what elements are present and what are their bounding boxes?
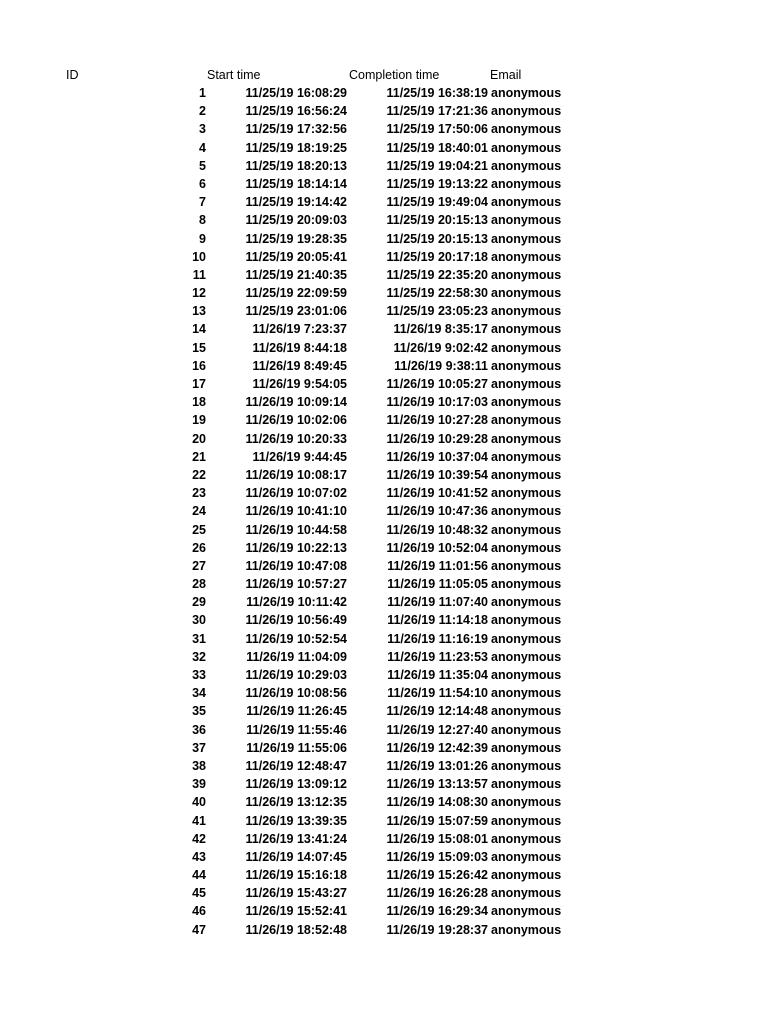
cell-email: anonymous (491, 104, 562, 119)
cell-completion-time: 11/26/19 14:08:30 (386, 795, 488, 810)
cell-completion-time: 11/26/19 15:09:03 (386, 849, 488, 864)
cell-completion-time: 11/26/19 11:14:18 (387, 613, 488, 628)
cell-id: 47 (192, 922, 206, 937)
cell-id: 13 (192, 304, 206, 319)
table-row (0, 557, 768, 575)
table-row (0, 611, 768, 629)
table-row (0, 648, 768, 666)
cell-id: 36 (192, 722, 206, 737)
cell-completion-time: 11/25/19 17:21:36 (386, 104, 488, 119)
cell-start-time: 11/26/19 10:08:17 (245, 467, 347, 482)
cell-email: anonymous (491, 504, 562, 519)
cell-id: 14 (192, 322, 206, 337)
cell-id: 19 (192, 413, 206, 428)
cell-email: anonymous (491, 886, 562, 901)
cell-email: anonymous (491, 158, 562, 173)
cell-email: anonymous (491, 377, 562, 391)
cell-completion-time: 11/26/19 10:39:54 (386, 467, 488, 482)
cell-id: 46 (192, 904, 206, 919)
cell-id: 7 (199, 195, 206, 210)
cell-email: anonymous (491, 431, 562, 446)
cell-completion-time: 11/26/19 11:01:56 (387, 558, 488, 573)
cell-email: anonymous (491, 449, 562, 464)
cell-id: 26 (192, 540, 206, 555)
cell-email: anonymous (491, 649, 562, 664)
table-row (0, 502, 768, 520)
cell-start-time: 11/25/19 18:19:25 (245, 140, 347, 155)
table-row (0, 320, 768, 338)
cell-completion-time: 11/26/19 15:08:01 (386, 831, 488, 846)
table-row (0, 484, 768, 502)
cell-id: 37 (192, 740, 206, 755)
cell-email: anonymous (491, 340, 562, 355)
cell-start-time: 11/25/19 20:05:41 (245, 249, 347, 264)
cell-start-time: 11/26/19 10:29:03 (245, 668, 347, 682)
cell-completion-time: 11/26/19 10:29:28 (386, 431, 488, 446)
cell-completion-time: 11/26/19 10:41:52 (386, 486, 488, 501)
cell-completion-time: 11/25/19 19:04:21 (386, 158, 488, 173)
cell-completion-time: 11/25/19 22:35:20 (386, 267, 488, 282)
cell-id: 15 (192, 340, 206, 355)
cell-id: 35 (192, 704, 206, 719)
cell-email: anonymous (491, 758, 562, 773)
table-row (0, 866, 768, 884)
cell-start-time: 11/26/19 10:41:10 (245, 504, 347, 519)
cell-completion-time: 11/25/19 22:58:30 (386, 286, 488, 301)
cell-completion-time: 11/25/19 17:50:06 (386, 122, 488, 137)
cell-id: 32 (192, 649, 206, 664)
cell-id: 17 (192, 377, 206, 391)
cell-start-time: 11/26/19 10:08:56 (245, 686, 347, 701)
table-row (0, 175, 768, 193)
table-row (0, 448, 768, 466)
cell-start-time: 11/26/19 9:44:45 (252, 449, 347, 464)
table-row (0, 230, 768, 248)
cell-start-time: 11/25/19 16:08:29 (245, 86, 347, 100)
cell-start-time: 11/26/19 10:09:14 (245, 395, 347, 410)
table-row (0, 521, 768, 539)
cell-email: anonymous (491, 267, 562, 282)
header-start-time: Start time (207, 68, 261, 82)
cell-id: 23 (192, 486, 206, 501)
table-row (0, 884, 768, 902)
cell-start-time: 11/26/19 11:55:46 (246, 722, 347, 737)
cell-completion-time: 11/26/19 10:17:03 (386, 395, 488, 410)
cell-start-time: 11/26/19 15:16:18 (245, 868, 347, 883)
cell-start-time: 11/26/19 13:39:35 (245, 813, 347, 828)
cell-email: anonymous (491, 176, 562, 191)
cell-completion-time: 11/26/19 12:27:40 (386, 722, 488, 737)
table-row (0, 575, 768, 593)
cell-id: 16 (192, 358, 206, 373)
cell-completion-time: 11/25/19 20:17:18 (386, 249, 488, 264)
cell-start-time: 11/25/19 19:28:35 (245, 231, 347, 246)
cell-completion-time: 11/25/19 19:13:22 (386, 176, 488, 191)
cell-email: anonymous (491, 577, 562, 592)
cell-completion-time: 11/26/19 8:35:17 (393, 322, 488, 337)
cell-completion-time: 11/26/19 15:07:59 (386, 813, 488, 828)
cell-completion-time: 11/26/19 10:52:04 (386, 540, 488, 555)
cell-id: 1 (199, 86, 206, 100)
cell-start-time: 11/26/19 11:04:09 (246, 649, 347, 664)
cell-id: 42 (192, 831, 206, 846)
cell-start-time: 11/26/19 11:55:06 (246, 740, 347, 755)
cell-completion-time: 11/26/19 16:26:28 (386, 886, 488, 901)
cell-id: 24 (192, 504, 206, 519)
cell-email: anonymous (491, 868, 562, 883)
cell-start-time: 11/25/19 18:20:13 (245, 158, 347, 173)
cell-completion-time: 11/26/19 10:37:04 (386, 449, 488, 464)
table-row (0, 902, 768, 920)
cell-start-time: 11/26/19 10:20:33 (245, 431, 347, 446)
cell-id: 31 (192, 631, 206, 646)
cell-start-time: 11/25/19 16:56:24 (245, 104, 347, 119)
cell-id: 40 (192, 795, 206, 810)
cell-id: 3 (199, 122, 206, 137)
cell-email: anonymous (491, 831, 562, 846)
table-row (0, 375, 768, 393)
cell-id: 20 (192, 431, 206, 446)
table-row (0, 757, 768, 775)
table-row (0, 266, 768, 284)
table-row (0, 539, 768, 557)
table-row (0, 102, 768, 120)
cell-start-time: 11/26/19 10:02:06 (245, 413, 347, 428)
table-row (0, 848, 768, 866)
cell-completion-time: 11/26/19 11:23:53 (387, 649, 488, 664)
cell-start-time: 11/25/19 22:09:59 (245, 286, 347, 301)
cell-id: 6 (199, 176, 206, 191)
table-row (0, 411, 768, 429)
cell-completion-time: 11/26/19 12:14:48 (386, 704, 488, 719)
cell-email: anonymous (491, 686, 562, 701)
cell-id: 33 (192, 668, 206, 682)
cell-completion-time: 11/26/19 16:29:34 (386, 904, 488, 919)
cell-start-time: 11/26/19 10:22:13 (245, 540, 347, 555)
cell-email: anonymous (491, 722, 562, 737)
cell-email: anonymous (491, 558, 562, 573)
cell-completion-time: 11/26/19 11:07:40 (387, 595, 488, 610)
cell-completion-time: 11/26/19 19:28:37 (386, 922, 488, 937)
cell-email: anonymous (491, 540, 562, 555)
cell-start-time: 11/26/19 10:56:49 (245, 613, 347, 628)
cell-start-time: 11/26/19 8:44:18 (252, 340, 347, 355)
cell-start-time: 11/26/19 10:44:58 (245, 522, 347, 537)
table-row (0, 775, 768, 793)
cell-completion-time: 11/26/19 10:47:36 (386, 504, 488, 519)
cell-completion-time: 11/26/19 13:01:26 (386, 758, 488, 773)
cell-id: 44 (192, 868, 206, 883)
table-row (0, 284, 768, 302)
cell-completion-time: 11/26/19 9:38:11 (394, 358, 488, 373)
cell-start-time: 11/26/19 10:11:42 (246, 595, 347, 610)
cell-email: anonymous (491, 86, 562, 100)
table-row (0, 430, 768, 448)
table-row (0, 684, 768, 702)
cell-completion-time: 11/25/19 19:49:04 (386, 195, 488, 210)
table-body (0, 84, 768, 939)
cell-completion-time: 11/25/19 20:15:13 (386, 213, 488, 228)
cell-id: 25 (192, 522, 206, 537)
cell-completion-time: 11/26/19 9:02:42 (393, 340, 488, 355)
cell-completion-time: 11/26/19 11:54:10 (387, 686, 488, 701)
cell-completion-time: 11/26/19 13:13:57 (386, 777, 488, 792)
table-row (0, 812, 768, 830)
header-completion-time: Completion time (349, 68, 440, 82)
cell-start-time: 11/26/19 15:43:27 (245, 886, 347, 901)
cell-start-time: 11/26/19 15:52:41 (245, 904, 347, 919)
cell-email: anonymous (491, 304, 562, 319)
cell-completion-time: 11/25/19 16:38:19 (386, 86, 488, 100)
cell-completion-time: 11/25/19 18:40:01 (386, 140, 488, 155)
table-row (0, 721, 768, 739)
cell-email: anonymous (491, 486, 562, 501)
cell-id: 29 (192, 595, 206, 610)
cell-completion-time: 11/26/19 15:26:42 (386, 868, 488, 883)
table-row (0, 302, 768, 320)
table-row (0, 357, 768, 375)
cell-email: anonymous (491, 595, 562, 610)
table-row (0, 921, 768, 939)
cell-email: anonymous (491, 322, 562, 337)
cell-start-time: 11/25/19 17:32:56 (245, 122, 347, 137)
cell-completion-time: 11/25/19 20:15:13 (386, 231, 488, 246)
cell-email: anonymous (491, 522, 562, 537)
cell-id: 11 (192, 267, 206, 282)
cell-id: 43 (192, 849, 206, 864)
cell-completion-time: 11/26/19 11:05:05 (387, 577, 488, 592)
cell-completion-time: 11/25/19 23:05:23 (386, 304, 488, 319)
cell-email: anonymous (491, 286, 562, 301)
cell-start-time: 11/26/19 8:49:45 (252, 358, 347, 373)
cell-id: 38 (192, 758, 206, 773)
cell-id: 18 (192, 395, 206, 410)
cell-start-time: 11/26/19 13:41:24 (245, 831, 347, 846)
cell-id: 28 (192, 577, 206, 592)
cell-id: 9 (199, 231, 206, 246)
cell-id: 22 (192, 467, 206, 482)
cell-completion-time: 11/26/19 10:27:28 (386, 413, 488, 428)
cell-email: anonymous (491, 467, 562, 482)
table-row (0, 630, 768, 648)
cell-id: 45 (192, 886, 206, 901)
cell-email: anonymous (491, 413, 562, 428)
cell-start-time: 11/26/19 11:26:45 (246, 704, 347, 719)
cell-id: 2 (199, 104, 206, 119)
cell-id: 34 (192, 686, 206, 701)
table-row (0, 339, 768, 357)
cell-start-time: 11/26/19 18:52:48 (245, 922, 347, 937)
table-row (0, 830, 768, 848)
table-row (0, 84, 768, 102)
cell-email: anonymous (491, 122, 562, 137)
cell-start-time: 11/26/19 13:12:35 (245, 795, 347, 810)
cell-id: 10 (192, 249, 206, 264)
cell-email: anonymous (491, 231, 562, 246)
cell-email: anonymous (491, 140, 562, 155)
cell-email: anonymous (491, 740, 562, 755)
cell-start-time: 11/26/19 12:48:47 (245, 758, 347, 773)
table-row (0, 793, 768, 811)
table-row (0, 193, 768, 211)
table-row (0, 139, 768, 157)
cell-email: anonymous (491, 922, 562, 937)
cell-id: 5 (199, 158, 206, 173)
cell-email: anonymous (491, 195, 562, 210)
cell-start-time: 11/25/19 19:14:42 (245, 195, 347, 210)
cell-start-time: 11/25/19 23:01:06 (245, 304, 347, 319)
cell-id: 27 (192, 558, 206, 573)
cell-id: 8 (199, 213, 206, 228)
table-row (0, 120, 768, 138)
table-row (0, 593, 768, 611)
header-id: ID (66, 68, 79, 82)
cell-start-time: 11/26/19 13:09:12 (245, 777, 347, 792)
cell-start-time: 11/26/19 10:47:08 (245, 558, 347, 573)
cell-start-time: 11/26/19 10:52:54 (245, 631, 347, 646)
cell-start-time: 11/26/19 7:23:37 (252, 322, 347, 337)
cell-start-time: 11/25/19 21:40:35 (245, 267, 347, 282)
cell-email: anonymous (491, 777, 562, 792)
cell-id: 12 (192, 286, 206, 301)
table-row (0, 157, 768, 175)
cell-start-time: 11/26/19 9:54:05 (252, 377, 347, 391)
cell-id: 30 (192, 613, 206, 628)
cell-email: anonymous (491, 849, 562, 864)
table-row (0, 248, 768, 266)
cell-start-time: 11/25/19 20:09:03 (245, 213, 347, 228)
cell-email: anonymous (491, 795, 562, 810)
cell-email: anonymous (491, 631, 562, 646)
header-email: Email (490, 68, 522, 82)
cell-email: anonymous (491, 904, 562, 919)
cell-completion-time: 11/26/19 10:48:32 (386, 522, 488, 537)
table-row (0, 393, 768, 411)
cell-completion-time: 11/26/19 12:42:39 (386, 740, 488, 755)
cell-id: 39 (192, 777, 206, 792)
cell-id: 4 (199, 140, 206, 155)
table-row (0, 666, 768, 684)
table-row (0, 739, 768, 757)
cell-email: anonymous (491, 813, 562, 828)
cell-email: anonymous (491, 395, 562, 410)
cell-email: anonymous (491, 249, 562, 264)
cell-email: anonymous (491, 358, 562, 373)
table-row (0, 466, 768, 484)
cell-start-time: 11/26/19 10:57:27 (245, 577, 347, 592)
cell-email: anonymous (491, 213, 562, 228)
cell-start-time: 11/26/19 14:07:45 (245, 849, 347, 864)
cell-id: 41 (192, 813, 206, 828)
table-row (0, 211, 768, 229)
cell-completion-time: 11/26/19 11:35:04 (387, 668, 488, 682)
cell-id: 21 (192, 449, 206, 464)
table-row (0, 702, 768, 720)
cell-email: anonymous (491, 613, 562, 628)
cell-completion-time: 11/26/19 11:16:19 (387, 631, 488, 646)
cell-start-time: 11/26/19 10:07:02 (245, 486, 347, 501)
cell-email: anonymous (491, 668, 562, 682)
cell-completion-time: 11/26/19 10:05:27 (386, 377, 488, 391)
cell-start-time: 11/25/19 18:14:14 (245, 176, 347, 191)
cell-email: anonymous (491, 704, 562, 719)
